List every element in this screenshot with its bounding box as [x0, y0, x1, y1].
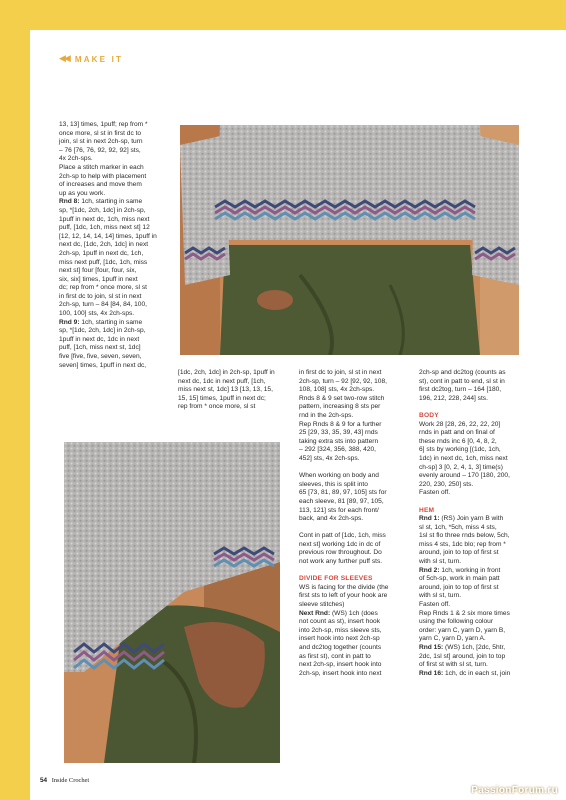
text-line: into 2ch-sp, miss sleeve sts, — [299, 626, 382, 634]
text-line: order: yarn C, yarn D, yarn B, — [419, 626, 506, 634]
text-line: 2ch-sp, insert hook into next — [299, 669, 382, 677]
text-line: first dc2tog, turn – 164 [180, — [419, 386, 502, 394]
row-label: Rnd 15: — [419, 644, 444, 651]
double-arrow-icon: ◀◀ — [59, 54, 69, 64]
text-line: 25 [29, 33, 35, 39, 43] rnds — [299, 429, 378, 437]
section-header — [59, 54, 123, 64]
text-line: WS is facing for the divide (the — [299, 583, 389, 591]
text-line: not work any further puff sts. — [299, 558, 383, 566]
text-line: rep from * once more, sl st — [178, 403, 256, 411]
text-line: Fasten off. — [419, 489, 451, 497]
text-line: st), cont in patt to end, sl st in — [419, 377, 505, 385]
paragraph-gap — [299, 567, 419, 576]
paragraph-gap — [419, 498, 539, 507]
text-line: in first dc to join, sl st in next — [299, 369, 382, 376]
text-line: 4x 2ch-sps. — [59, 155, 93, 163]
text-line: sl st, 1ch, *5ch, miss 4 sts, — [419, 523, 497, 531]
text-line: Rnd 1: (RS) Join yarn B with — [419, 515, 504, 523]
text-line: around, join to top of first st — [419, 549, 499, 557]
text-line: using the following colour — [419, 618, 494, 626]
text-line: of increases and move them — [59, 181, 142, 189]
text-line: Cont in patt of [1dc, 1ch, miss — [299, 532, 386, 540]
section-heading: DIVIDE FOR SLEEVES — [299, 575, 373, 583]
text-line: sleeves, this is split into — [299, 480, 368, 488]
text-line: [1dc, 2ch, 1dc] in 2ch-sp, 1puff in — [178, 369, 275, 376]
row-label: Rnd 1: — [419, 515, 440, 523]
text-line: Work 28 [28, 26, 22, 22, 20] — [419, 420, 501, 428]
text-line: miss next st, 1dc] 13 [13, 13, 15, — [178, 386, 273, 394]
text-line: next st] four [four, four, six, — [59, 267, 137, 275]
text-line: six, six] times, 1puff in next — [59, 275, 138, 283]
text-line: once more, sl st in first dc to — [59, 129, 142, 137]
text-line: first sts to left of your hook are — [299, 592, 388, 600]
text-line: [12, 12, 14, 14, 14] times, 1puff in — [59, 232, 157, 240]
text-line: back, and 4x 2ch-sps. — [299, 515, 364, 523]
text-line: not count as st), insert hook — [299, 618, 380, 626]
text-line: Rep Rnds 8 & 9 for a further — [299, 420, 382, 428]
text-line: 108, 108] sts, 4x 2ch-sps. — [299, 386, 375, 394]
text-line: taking extra sts into pattern — [299, 437, 379, 445]
text-line: 2ch-sp to help with placement — [59, 172, 147, 180]
text-line: Rnd 15: (WS) 1ch, [2dc, 5htr, — [419, 644, 506, 651]
text-line: Place a stitch marker in each — [59, 163, 144, 171]
text-line: puff, [1ch, miss next st, 1dc] — [59, 344, 141, 352]
text-column-3 — [299, 369, 419, 678]
text-line: Rnd 16: 1ch, dc in each st, join — [419, 669, 511, 677]
text-line: previous row throughout. Do — [299, 549, 382, 557]
text-line: sleeve stitches) — [299, 601, 345, 609]
text-line: miss next puff, [1dc, 1ch, miss — [59, 258, 148, 266]
page-number: 54 — [40, 777, 48, 784]
row-label: Rnd 16: — [419, 669, 444, 677]
page-footer — [40, 777, 89, 784]
row-label: Rnd 9: — [59, 318, 80, 326]
magazine-page — [30, 30, 566, 800]
text-line: Next Rnd: (WS) 1ch (does — [299, 609, 378, 617]
photo-sweater-hem-image — [180, 125, 519, 355]
text-line: miss 4 sts, 1dc blo; rep from * — [419, 540, 506, 548]
text-line: these rnds inc 6 [0, 4, 8, 2, — [419, 437, 497, 445]
text-line: 13, 13] times, 1puff; rep from * — [59, 121, 148, 128]
text-line: insert hook into next 2ch-sp — [299, 635, 380, 643]
text-line: and dc2tog together (counts — [299, 644, 382, 651]
text-line: 2ch-sp, 1puff in next dc, 1ch, — [59, 249, 144, 257]
text-line: next dc, [1dc, 2ch, 1dc] in next — [59, 241, 149, 249]
text-line: 113, 121] sts for each front/ — [299, 506, 379, 514]
text-line: sp, *[1dc, 2ch, 1dc] in 2ch-sp, — [59, 206, 146, 214]
photo-sweater-hem — [180, 125, 519, 355]
text-line: When working on body and — [299, 472, 379, 480]
text-line: around, join to top of first st — [419, 583, 499, 591]
text-line: puff, [1dc, 1ch, miss next st] 12 — [59, 224, 150, 232]
text-column-4 — [419, 369, 539, 678]
text-line: 1puff in next dc, 1dc in next — [59, 335, 140, 343]
text-line: 100, 100] sts, 4x 2ch-sps. — [59, 310, 135, 318]
text-line: Rep Rnds 1 & 2 six more times — [419, 609, 510, 617]
section-label: MAKE IT — [74, 54, 124, 64]
text-line: 1sl st flo three rnds below, 5ch, — [419, 532, 510, 540]
text-line: with sl st, turn. — [419, 558, 462, 566]
text-line: rnds in patt and on final of — [419, 429, 495, 437]
text-line: 220, 230, 250] sts. — [419, 480, 474, 488]
text-line: each sleeve, 81 [89, 97, 105, — [299, 497, 384, 505]
text-line: pattern, increasing 8 sts per — [299, 403, 381, 411]
text-line: Rnd 9: 1ch, starting in same — [59, 318, 143, 326]
section-heading: BODY — [419, 411, 439, 419]
paragraph-gap — [299, 524, 419, 533]
text-line: next dc, 1dc in next puff, [1ch, — [178, 377, 266, 385]
text-line: 1puff in next dc, 1ch, miss next — [59, 215, 150, 223]
text-line: as first st), cont in patt to — [299, 652, 371, 660]
text-line: seven] times, 1puff in next dc, — [59, 361, 147, 369]
text-line: 2ch-sp, turn – 92 [92, 92, 108, — [299, 377, 387, 385]
text-line: ch-sp] 3 [0, 2, 4, 1, 3] time(s) — [419, 463, 503, 471]
text-line: 1dc) in next dc, 1ch, miss next — [419, 454, 508, 462]
text-line: with sl st, turn. — [419, 592, 462, 600]
text-line: up as you work. — [59, 189, 106, 197]
text-line: 2ch-sp, turn – 84 [84, 84, 100, — [59, 301, 147, 309]
text-line: five [five, five, seven, seven, — [59, 353, 142, 361]
text-line: of 5ch-sp, work in main patt — [419, 575, 500, 583]
photo-sweater-sleeve — [64, 442, 280, 763]
text-line: next 2ch-sp, insert hook into — [299, 661, 382, 669]
row-label: Next Rnd: — [299, 609, 331, 617]
text-line: evenly around – 170 [180, 200, — [419, 472, 510, 480]
photo-sweater-sleeve-image — [64, 442, 280, 763]
paragraph-gap — [419, 403, 539, 412]
text-line: yarn C, yarn D, yarn A. — [419, 635, 486, 643]
text-line: of first st with sl st, turn. — [419, 661, 488, 669]
text-line: rnd in the 2ch-sps. — [299, 411, 354, 419]
text-line: Rnds 8 & 9 set two-row stitch — [299, 394, 385, 402]
publication-name: Inside Crochet — [51, 777, 90, 784]
row-label: Rnd 8: — [59, 198, 80, 206]
text-line: 2dc, 1sl st] around, join to top — [419, 652, 506, 660]
text-line: join, sl st in next 2ch-sp, turn — [59, 138, 143, 146]
section-heading: HEM — [419, 506, 435, 514]
text-line: 196, 212, 228, 244] sts. — [419, 394, 488, 402]
paragraph-gap — [299, 464, 419, 473]
text-line: 6] sts by working [(1dc, 1ch, — [419, 446, 501, 454]
text-column-2 — [178, 369, 298, 412]
text-line: – 292 [324, 356, 388, 420, — [299, 446, 376, 454]
text-line: 15, 15] times, 1puff in next dc; — [178, 394, 266, 402]
text-line: in first dc to join, sl st in next — [59, 292, 142, 300]
text-line: next st] working 1dc in dc of — [299, 540, 381, 548]
text-column-1 — [59, 121, 194, 370]
text-line: sp, *[1dc, 2ch, 1dc] in 2ch-sp, — [59, 327, 146, 335]
text-line: 452] sts, 4x 2ch-sps. — [299, 454, 360, 462]
text-line: Rnd 2: 1ch, working in front — [419, 566, 501, 574]
watermark: PassionForum.ru — [471, 785, 558, 796]
text-line: Rnd 8: 1ch, starting in same — [59, 198, 143, 206]
text-line: 65 [73, 81, 89, 97, 105] sts for — [299, 489, 387, 497]
text-line: – 76 [76, 76, 92, 92, 92] sts, — [59, 146, 141, 154]
text-line: Fasten off. — [419, 601, 451, 609]
text-line: dc; rep from * once more, sl st — [59, 284, 147, 292]
row-label: Rnd 2: — [419, 566, 440, 574]
text-line: 2ch-sp and dc2tog (counts as — [419, 369, 506, 376]
